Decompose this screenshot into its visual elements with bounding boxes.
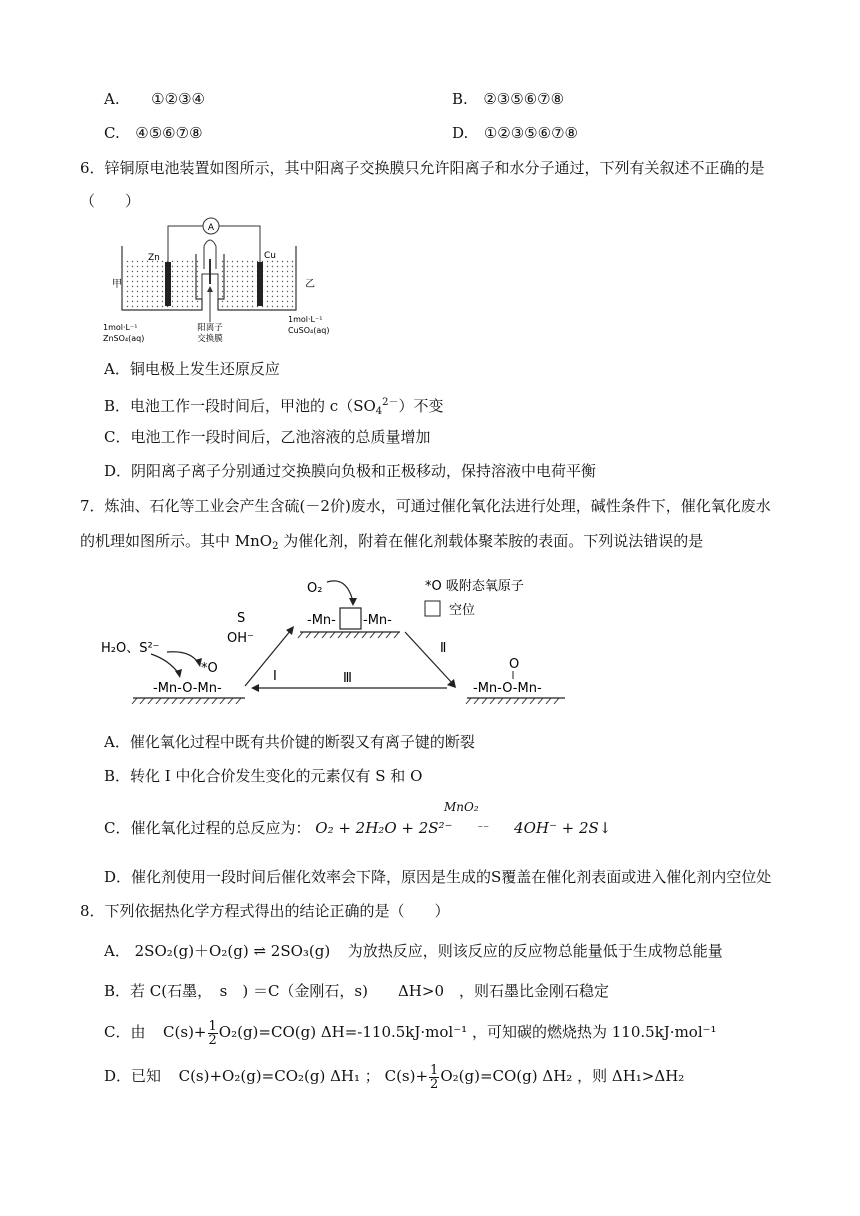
right-cell-label: 乙 bbox=[305, 279, 315, 290]
frac-numerator: 1 bbox=[208, 1018, 217, 1034]
q5-option-b bbox=[452, 88, 564, 110]
q8-option-d-eq1: C(s)+O₂(g)=CO₂(g) ΔH₁ bbox=[178, 1067, 361, 1085]
zn-electrode bbox=[165, 262, 171, 306]
step-2-label: Ⅱ bbox=[440, 641, 447, 656]
q8-option-a-text: 为放热反应，则该反应的反应物总能量低于生成物总能量 bbox=[347, 942, 723, 960]
q5-option-b-label: B. bbox=[452, 90, 468, 108]
q7-stem-line2-post: 为催化剂，附着在催化剂载体聚苯胺的表面。下列说法错误的是 bbox=[278, 532, 704, 550]
q8-stem: 8．下列依据热化学方程式得出的结论正确的是（ ） bbox=[80, 902, 450, 920]
q8-option-d-eq2-post: O₂(g)=CO(g) ΔH₂ bbox=[440, 1067, 573, 1085]
vacancy-box bbox=[340, 608, 361, 629]
q8-option-c-text: ，可知碳的燃烧热为 bbox=[471, 1023, 607, 1041]
q8-option-d-label: D．已知 bbox=[104, 1067, 162, 1085]
q6-option-d: D．阴阳离子离子分别通过交换膜向负极和正极移动，保持溶液中电荷平衡 bbox=[104, 462, 597, 480]
q7-mechanism-figure bbox=[95, 568, 575, 708]
q8-option-d bbox=[104, 1058, 684, 1094]
legend-vacancy-box bbox=[425, 601, 440, 616]
q6-option-b-sub: 4 bbox=[375, 406, 383, 417]
q5-option-c bbox=[104, 122, 203, 144]
legend-vacancy: 空位 bbox=[449, 603, 476, 618]
q7-stem-line2 bbox=[80, 530, 703, 558]
reactants-label: H₂O、S²⁻ bbox=[101, 641, 160, 656]
q7-option-c-equation: O₂ + 2H₂O + 2S²⁻ bbox=[315, 819, 453, 837]
q7-option-d: D．催化剂使用一段时间后催化效率会下降，原因是生成的S覆盖在催化剂表面或进入催化剂内空位处 bbox=[104, 868, 772, 886]
cu-label: Cu bbox=[264, 251, 276, 261]
step-1-label: Ⅰ bbox=[273, 669, 277, 684]
frac-denominator: 2 bbox=[208, 1032, 217, 1048]
q6-galvanic-cell-figure bbox=[100, 214, 350, 344]
q8-option-c-eq-pre: C(s)+ bbox=[163, 1023, 207, 1041]
q8-option-c-eq-post: O₂(g)=CO(g) ΔH=-110.5kJ·mol⁻¹ bbox=[218, 1023, 468, 1041]
q8-option-c-value: 110.5kJ·mol⁻¹ bbox=[611, 1023, 717, 1041]
left-conc-label: 1mol·L⁻¹ bbox=[103, 323, 138, 332]
top-surface-left: -Mn- bbox=[307, 613, 336, 628]
q6-stem-line1: 6．锌铜原电池装置如图所示，其中阳离子交换膜只允许阳离子和水分子通过，下列有关叙述不正确的是 bbox=[80, 159, 765, 177]
q6-option-b-pre: B．电池工作一段时间后，甲池的 c（SO bbox=[104, 397, 376, 415]
oh-label: OH⁻ bbox=[227, 631, 254, 646]
q8-option-d-text: ，则 bbox=[577, 1067, 608, 1085]
membrane-label-2: 交换膜 bbox=[197, 334, 223, 344]
o2-label: O₂ bbox=[307, 581, 323, 596]
q8-option-c bbox=[104, 1014, 717, 1050]
right-conc-label: 1mol·L⁻¹ bbox=[288, 315, 323, 324]
q8-option-b: B．若 C(石墨， s ) ＝C（金刚石，s) ΔH>0 ，则石墨比金刚石稳定 bbox=[104, 982, 609, 1000]
legend-adsorbed-o: *O 吸附态氧原子 bbox=[425, 579, 524, 594]
q7-stem-line1: 7．炼油、石化等工业会产生含硫(－2价)废水，可通过催化氧化法进行处理，碱性条件下，催化氧化废水 bbox=[80, 497, 771, 515]
q8-option-d-eq2-pre: C(s)+ bbox=[384, 1067, 429, 1085]
q5-option-a-label: A. bbox=[104, 90, 120, 108]
q6-option-b-post: ）不变 bbox=[398, 397, 444, 415]
q7-option-c-pre: C．催化氧化过程的总反应为： bbox=[104, 819, 311, 837]
q8-option-c-fraction bbox=[208, 1020, 218, 1047]
q7-option-c-products: 4OH⁻ + 2S↓ bbox=[514, 819, 612, 837]
membrane-label-1: 阳离子 bbox=[197, 323, 223, 333]
left-cell-label: 甲 bbox=[112, 279, 122, 290]
q7-option-c-arrow: ⁻⁻ bbox=[477, 822, 490, 835]
q7-option-c bbox=[104, 817, 611, 840]
right-o-label: O bbox=[509, 657, 520, 672]
q7-stem-line2-sub: 2 bbox=[272, 541, 279, 552]
step-3-label: Ⅲ bbox=[343, 671, 352, 686]
frac-numerator: 1 bbox=[430, 1062, 439, 1078]
q8-option-a bbox=[104, 940, 723, 962]
q6-option-b bbox=[104, 392, 444, 423]
q8-option-d-sep: ； bbox=[364, 1067, 380, 1085]
q5-option-c-text: ④⑤⑥⑦⑧ bbox=[135, 124, 203, 142]
s-label: S bbox=[237, 611, 246, 626]
q6-option-c: C．电池工作一段时间后，乙池溶液的总质量增加 bbox=[104, 428, 431, 446]
q7-option-a: A．催化氧化过程中既有共价键的断裂又有离子键的断裂 bbox=[104, 733, 475, 751]
q6-option-a: A．铜电极上发生还原反应 bbox=[104, 360, 280, 378]
q8-option-a-label: A． bbox=[104, 942, 130, 960]
star-o-label: *O bbox=[201, 661, 218, 676]
q7-stem-line2-pre: 的机理如图所示。其中 MnO bbox=[80, 532, 273, 550]
q5-option-d bbox=[452, 122, 578, 144]
q7-option-b: B．转化 I 中化合价发生变化的元素仅有 S 和 O bbox=[104, 767, 423, 785]
cu-electrode bbox=[257, 262, 263, 306]
q6-option-b-sup: 2－ bbox=[382, 397, 399, 408]
right-soln-label: CuSO₄(aq) bbox=[288, 326, 330, 335]
q5-option-d-label: D. bbox=[452, 124, 469, 142]
q5-option-a-text: ①②③④ bbox=[151, 90, 205, 108]
q5-option-c-label: C. bbox=[104, 124, 120, 142]
q8-option-d-fraction bbox=[429, 1064, 439, 1091]
q8-option-d-conclusion: ΔH₁>ΔH₂ bbox=[611, 1067, 685, 1085]
left-soln-label: ZnSO₄(aq) bbox=[103, 334, 145, 343]
q8-option-a-equation: 2SO₂(g)＋O₂(g) ⇌ 2SO₃(g) bbox=[134, 942, 331, 960]
q5-option-d-text: ①②③⑤⑥⑦⑧ bbox=[483, 124, 578, 142]
zn-label: Zn bbox=[148, 253, 160, 263]
q5-option-b-text: ②③⑤⑥⑦⑧ bbox=[483, 90, 565, 108]
ammeter-label: A bbox=[207, 223, 215, 233]
top-surface-right: -Mn- bbox=[363, 613, 392, 628]
q7-option-c-catalyst: MnO₂ bbox=[444, 800, 479, 814]
right-surface: -Mn-O-Mn- bbox=[473, 681, 542, 696]
q8-option-c-label: C．由 bbox=[104, 1023, 146, 1041]
q6-stem-line2: （ ） bbox=[80, 192, 141, 210]
left-surface: -Mn-O-Mn- bbox=[153, 681, 222, 696]
q5-option-a bbox=[104, 88, 205, 110]
frac-denominator: 2 bbox=[430, 1076, 439, 1092]
